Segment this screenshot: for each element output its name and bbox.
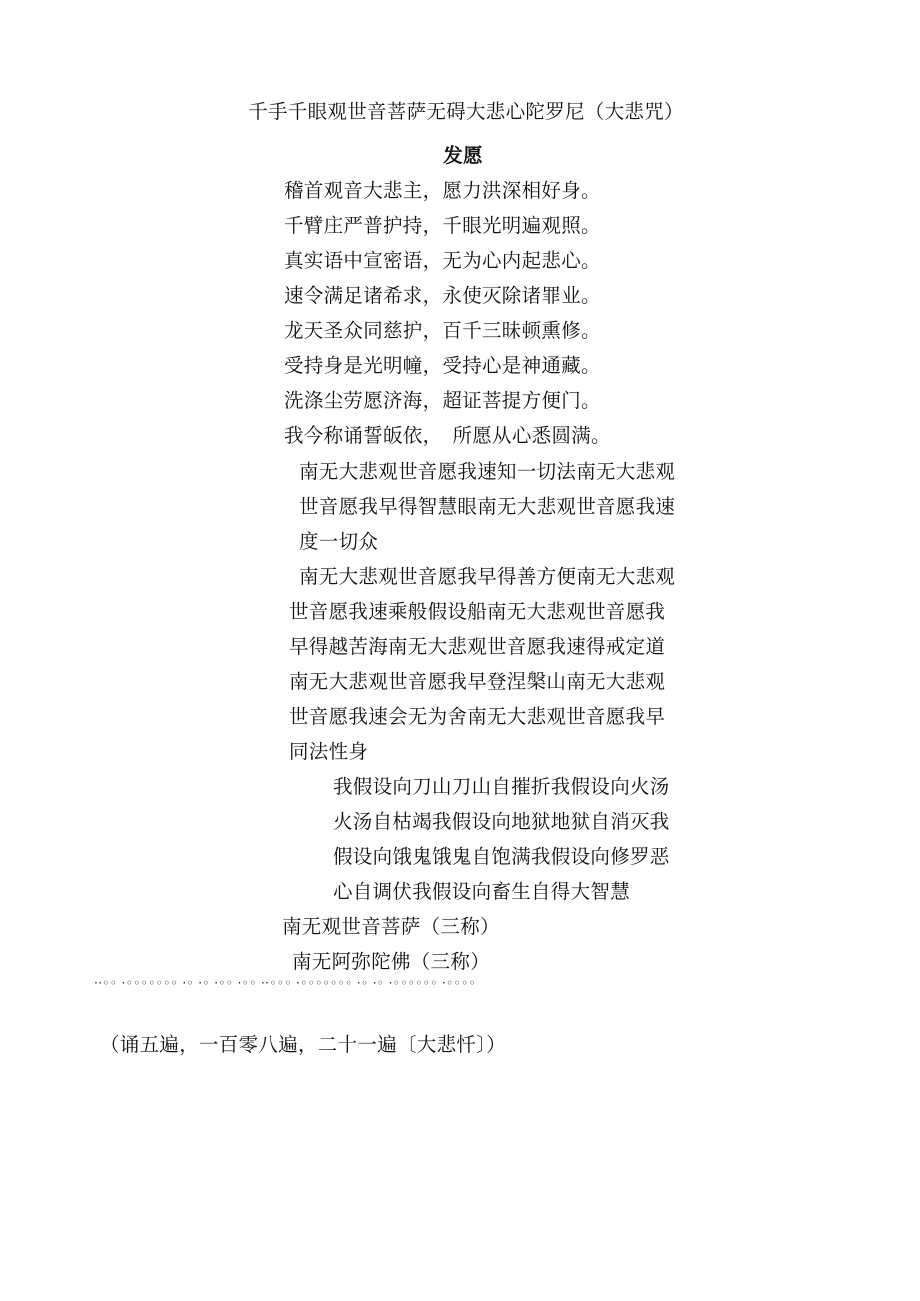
vow-line: 度一切众 [299, 530, 379, 553]
verse-line: 真实语中宣密语，无为心内起悲心。 [284, 249, 601, 272]
section-heading-vow: 发愿 [443, 144, 483, 167]
verse-line: 我今称诵誓皈依， 所愿从心悉圆满。 [284, 424, 611, 447]
vow-line: 南无大悲观世音愿我速知一切法南无大悲观 [299, 460, 676, 483]
vow-line: 世音愿我速乘般假设船南无大悲观世音愿我 [289, 600, 666, 623]
verse-line: 洗涤尘劳愿济海，超证菩提方便门。 [284, 389, 601, 412]
verse-line: 稽首观音大悲主，愿力洪深相好身。 [284, 179, 601, 202]
vow-line: 火汤自枯竭我假设向地狱地狱自消灭我 [333, 810, 670, 833]
closing-invocation-amitabha: 南无阿弥陀佛（三称） [292, 950, 491, 973]
vow-line: 南无大悲观世音愿我早得善方便南无大悲观 [299, 565, 676, 588]
dot-separator: ··◦◦ ·◦◦◦◦◦◦◦ ·◦ ·◦ ·◦◦ ·◦◦ ··◦◦◦ ·◦◦◦◦◦◦◦ ·◦ ·◦ ·◦◦◦◦◦◦ ·◦◦◦◦ [94, 976, 477, 990]
verse-line: 龙天圣众同慈护，百千三昧顿熏修。 [284, 319, 601, 342]
verse-line: 受持身是光明幢，受持心是神通藏。 [284, 354, 601, 377]
verse-line: 速令满足诸希求，永使灭除诸罪业。 [284, 284, 601, 307]
vow-line: 同法性身 [289, 740, 369, 763]
closing-invocation-guanyin: 南无观世音菩萨（三称） [282, 915, 500, 938]
recitation-note: （诵五遍，一百零八遍，二十一遍〔大悲忏〕） [100, 1033, 507, 1056]
vow-line: 南无大悲观世音愿我早登涅槃山南无大悲观 [289, 670, 666, 693]
document-title: 千手千眼观世音菩萨无碍大悲心陀罗尼（大悲咒） [248, 100, 684, 123]
vow-line: 我假设向刀山刀山自摧折我假设向火汤 [333, 775, 670, 798]
vow-line: 假设向饿鬼饿鬼自饱满我假设向修罗恶 [333, 845, 670, 868]
vow-line: 世音愿我早得智慧眼南无大悲观世音愿我速 [299, 495, 676, 518]
vow-line: 心自调伏我假设向畜生自得大智慧 [333, 880, 631, 903]
vow-line: 世音愿我速会无为舍南无大悲观世音愿我早 [289, 705, 666, 728]
verse-line: 千臂庄严普护持，千眼光明遍观照。 [284, 214, 601, 237]
vow-line: 早得越苦海南无大悲观世音愿我速得戒定道 [289, 635, 666, 658]
